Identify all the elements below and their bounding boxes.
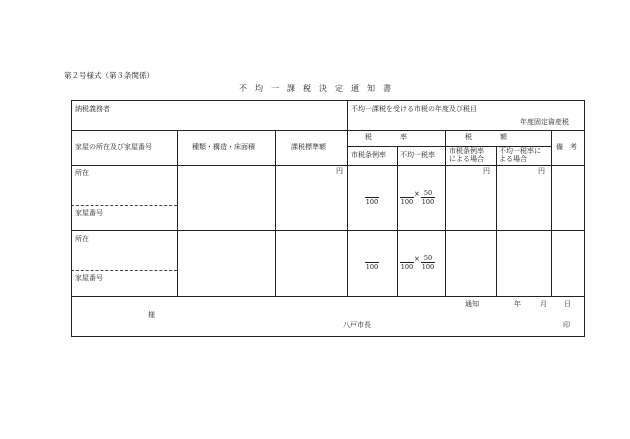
times-sign: ×: [414, 255, 420, 263]
fifty-percent-fraction: $\frac{50}{100}$: [421, 254, 435, 271]
rate-city-fraction: 100: [365, 255, 379, 271]
yen-unit: 円: [336, 167, 343, 175]
times-sign: ×: [414, 190, 420, 198]
header-remarks: 備 考: [556, 143, 577, 151]
header-tax-standard: 課税標準額: [291, 143, 326, 151]
tax-year-label: 不均一課税を受ける市税の年度及び税目: [351, 105, 477, 113]
rate-city-fraction: 100: [365, 190, 379, 206]
header-amount-city-line2: による場合: [449, 155, 484, 163]
taxpayer-label: 納税義務者: [75, 105, 110, 113]
month-label: 月: [540, 300, 547, 308]
year-label: 年: [514, 300, 521, 308]
header-amount-nonuniform-line2: よる場合: [499, 155, 527, 163]
fifty-percent-fraction: $\frac{50}{100}$: [421, 189, 435, 206]
yen-unit: 円: [483, 167, 490, 175]
rate-nonuniform-fraction: 100: [400, 255, 414, 271]
house-number-label: 家屋番号: [75, 209, 103, 217]
seal-mark: 印: [563, 321, 570, 329]
header-location-number: 家屋の所在及び家屋番号: [75, 143, 152, 151]
honorific-sama: 様: [148, 311, 155, 319]
header-amount-city-line1: 市税条例率: [449, 147, 484, 155]
yen-unit: 円: [538, 167, 545, 175]
house-number-label: 家屋番号: [75, 274, 103, 282]
notice-label: 通知: [465, 300, 479, 308]
tax-item-label: 年度固定資産税: [520, 118, 569, 126]
location-label: 所在: [75, 169, 89, 177]
location-label: 所在: [75, 235, 89, 243]
header-tax-amount: 税 額: [465, 133, 507, 141]
header-amount-nonuniform-line1: 不均一税率に: [499, 147, 541, 155]
form-number: 第２号様式（第３条関係）: [64, 71, 154, 80]
header-rate-nonuniform: 不均一税率: [400, 151, 435, 159]
day-label: 日: [564, 300, 571, 308]
header-rate-city: 市税条例率: [351, 151, 386, 159]
document-title: 不 均 一 課 税 決 定 通 知 書: [239, 84, 391, 93]
issuer-mayor: 八戸市長: [343, 321, 371, 329]
header-type-structure-area: 種類・構造・床面積: [192, 143, 255, 151]
rate-nonuniform-fraction: 100: [400, 190, 414, 206]
header-tax-rate: 税 率: [365, 133, 407, 141]
